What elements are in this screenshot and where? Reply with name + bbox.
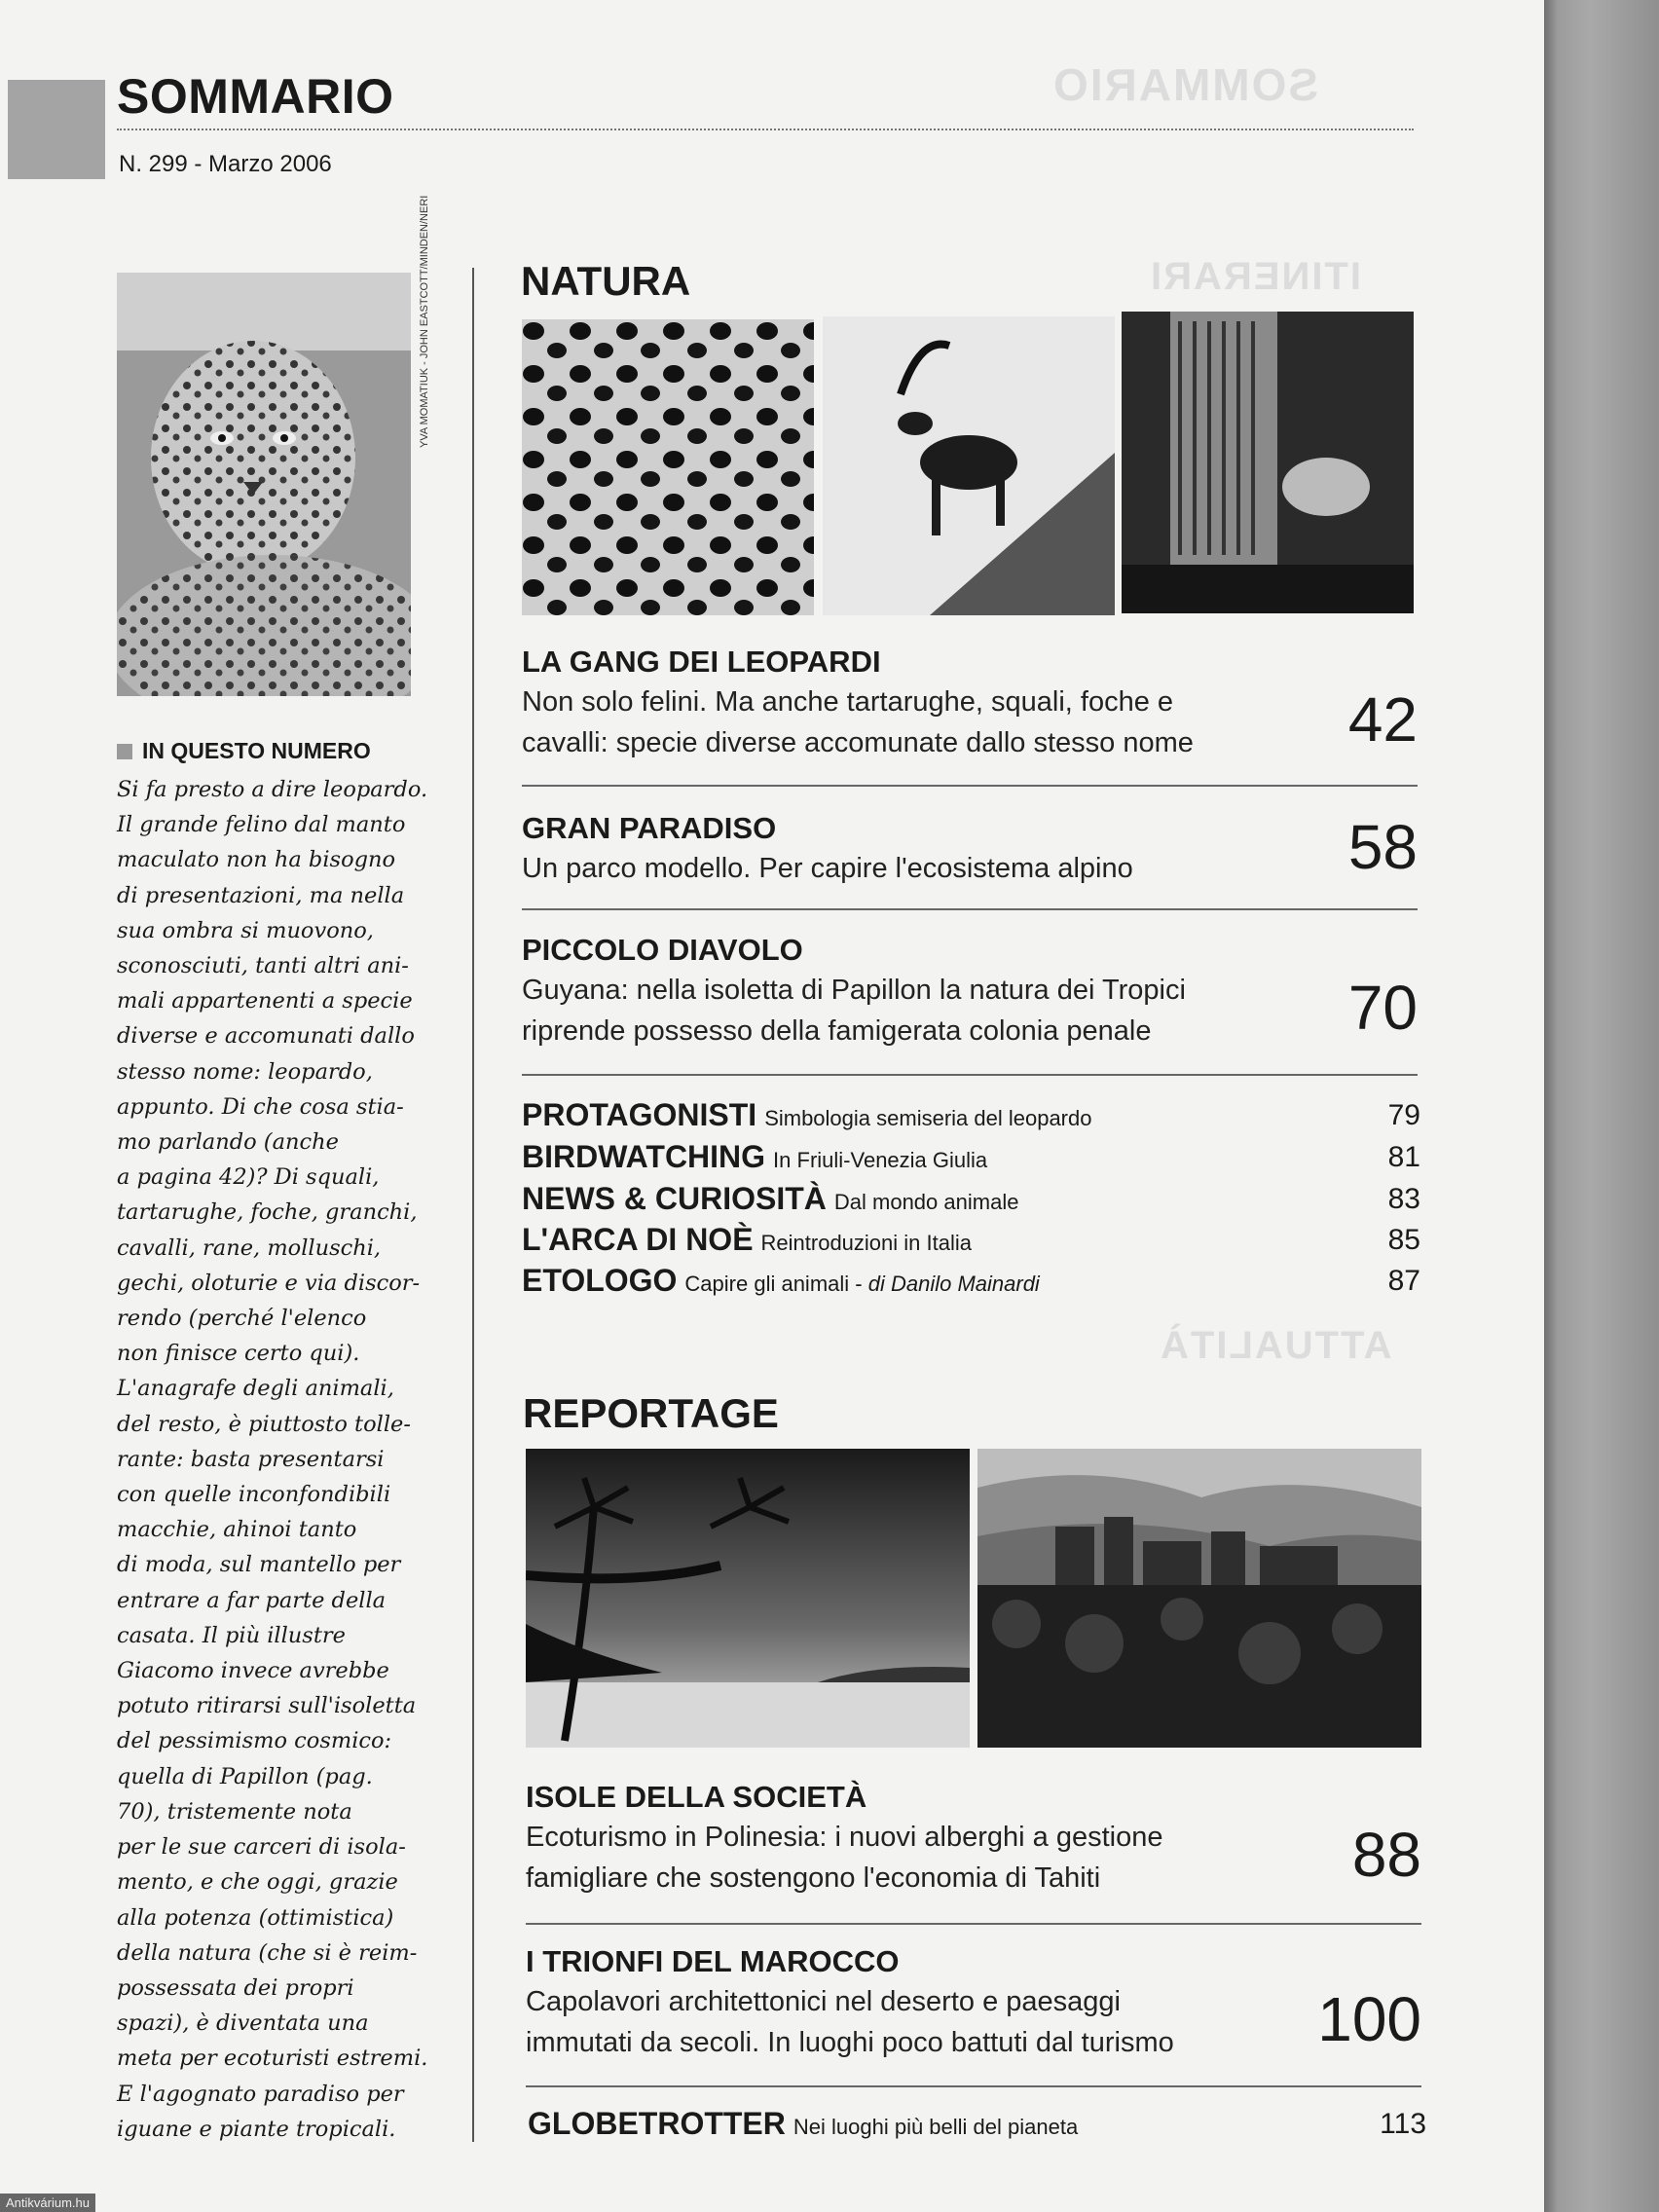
- editorial-line: del pessimismo cosmico:: [117, 1728, 392, 1754]
- feature-title: LA GANG DEI LEOPARDI: [522, 645, 881, 679]
- feature-page-number: 100: [1317, 1984, 1421, 2054]
- watermark: Antikvárium.hu: [0, 2194, 95, 2212]
- editorial-line: L'anagrafe degli animali,: [117, 1376, 394, 1402]
- header-grey-block: [8, 80, 105, 179]
- editorial-line: quella di Papillon (pag.: [117, 1763, 373, 1789]
- feature-title: ISOLE DELLA SOCIETÀ: [526, 1780, 867, 1814]
- column-entry[interactable]: PROTAGONISTI Simbologia semiseria del leopardo 79: [522, 1097, 1420, 1132]
- leopard-fur-photo: [522, 319, 814, 615]
- editorial-line: appunto. Di che cosa stia-: [117, 1093, 404, 1120]
- entry-divider: [522, 908, 1418, 910]
- sidebar-heading-label: IN QUESTO NUMERO: [142, 738, 371, 763]
- feature-desc: Guyana: nella isoletta di Papillon la natura dei Tropici riprende possesso della famigerata colonia penale: [522, 975, 1186, 1047]
- leopard-photo: [117, 273, 411, 696]
- column-entry[interactable]: ETOLOGO Capire gli animali - di Danilo Mainardi 87: [522, 1263, 1420, 1298]
- editorial-line: alla potenza (ottimistica): [117, 1904, 394, 1931]
- editorial-line: a pagina 42)? Di squali,: [117, 1164, 380, 1191]
- feature-page-number: 58: [1347, 812, 1418, 882]
- editorial-line: Giacomo invece avrebbe: [117, 1658, 389, 1684]
- editorial-line: meta per ecoturisti estremi.: [117, 2046, 428, 2072]
- in-questo-numero-heading: [117, 738, 371, 764]
- header-rule: [117, 129, 1414, 130]
- editorial-line: mento, e che oggi, grazie: [117, 1869, 398, 1896]
- editorial-line: sconosciuti, tanti altri ani-: [117, 953, 409, 979]
- editorial-line: non finisce certo qui).: [117, 1341, 360, 1367]
- column-entry[interactable]: BIRDWATCHING In Friuli-Venezia Giulia 81: [522, 1139, 1420, 1174]
- feature-desc: Non solo felini. Ma anche tartarughe, squali, foche e cavalli: specie diverse accomunate dallo stesso nome: [522, 686, 1194, 758]
- editorial-line: tartarughe, foche, granchi,: [117, 1199, 418, 1226]
- editorial-text: [117, 772, 428, 2147]
- feature-desc: Capolavori architettonici nel deserto e paesaggi immutati da secoli. In luoghi poco battuti dal turismo: [526, 1986, 1174, 2058]
- editorial-line: diverse e accomunati dallo: [117, 1023, 415, 1050]
- feature-title: I TRIONFI DEL MAROCCO: [526, 1944, 900, 1978]
- editorial-line: possessata dei propri: [117, 1974, 354, 2001]
- entry-divider: [526, 2085, 1421, 2087]
- issue-info: N. 299 - Marzo 2006: [119, 151, 332, 177]
- editorial-line: spazi), è diventata una: [117, 2010, 369, 2037]
- editorial-line: entrare a far parte della: [117, 1587, 387, 1613]
- section-natura-heading: NATURA: [521, 258, 691, 304]
- ghost-text-itinerari: ITINERARI: [1149, 255, 1361, 298]
- feature-title: PICCOLO DIAVOLO: [522, 933, 803, 967]
- feature-entry[interactable]: [522, 933, 1418, 1051]
- editorial-line: Si fa presto a dire leopardo.: [117, 777, 428, 802]
- prison-iguana-photo: [1122, 312, 1414, 613]
- feature-entry[interactable]: [526, 1944, 1421, 2063]
- editorial-line: E l'agognato paradiso per: [117, 2081, 404, 2107]
- editorial-line: macchie, ahinoi tanto: [117, 1517, 357, 1543]
- morocco-kasbah-photo: [977, 1449, 1421, 1748]
- feature-desc: Un parco modello. Per capire l'ecosistema alpino: [522, 853, 1133, 884]
- column-entry[interactable]: NEWS & CURIOSITÀ Dal mondo animale 83: [522, 1181, 1420, 1216]
- editorial-line: potuto ritirarsi sull'isoletta: [117, 1693, 417, 1719]
- page-title: SOMMARIO: [117, 69, 394, 124]
- editorial-line: del resto, è piuttosto tolle-: [117, 1411, 411, 1437]
- editorial-line: mo parlando (anche: [117, 1129, 339, 1156]
- editorial-line: con quelle inconfondibili: [117, 1482, 391, 1508]
- entry-divider: [522, 785, 1418, 787]
- feature-entry[interactable]: [522, 811, 1418, 889]
- editorial-line: sua ombra si muovono,: [117, 917, 374, 943]
- editorial-line: della natura (che si è reim-: [117, 1939, 418, 1966]
- ghost-text-attualita: ATTUALITÀ: [1159, 1324, 1392, 1367]
- section-reportage-heading: REPORTAGE: [523, 1390, 779, 1436]
- editorial-line: iguane e piante tropicali.: [117, 2116, 396, 2142]
- editorial-line: Il grande felino dal manto: [117, 812, 406, 838]
- editorial-line: casata. Il più illustre: [117, 1622, 346, 1648]
- editorial-line: stesso nome: leopardo,: [117, 1058, 373, 1085]
- polynesia-beach-photo: [526, 1449, 970, 1748]
- feature-desc: Ecoturismo in Polinesia: i nuovi alberghi a gestione famigliare che sostengono l'economia di Tahiti: [526, 1822, 1163, 1894]
- editorial-line: rante: basta presentarsi: [117, 1446, 385, 1472]
- feature-page-number: 88: [1351, 1820, 1421, 1890]
- editorial-line: maculato non ha bisogno: [117, 847, 396, 873]
- feature-page-number: 42: [1347, 684, 1418, 755]
- feature-entry[interactable]: [522, 645, 1418, 763]
- editorial-line: per le sue carceri di isola-: [117, 1834, 406, 1861]
- entry-divider: [526, 1923, 1421, 1925]
- editorial-line: mali appartenenti a specie: [117, 988, 413, 1014]
- photo-credit: YVA MOMATIUK - JOHN EASTCOTT/MINDEN/NERI: [419, 195, 430, 448]
- page-edge: [1544, 0, 1659, 2212]
- ghost-text-sommario: SOMMARIO: [1051, 59, 1319, 110]
- editorial-line: di presentazioni, ma nella: [117, 882, 405, 908]
- feature-title: GRAN PARADISO: [522, 811, 777, 845]
- editorial-line: gechi, oloturie e via discor-: [117, 1270, 421, 1296]
- column-entry[interactable]: GLOBETROTTER Nei luoghi più belli del pianeta 113: [528, 2106, 1426, 2141]
- entry-divider: [522, 1074, 1418, 1076]
- column-divider: [472, 268, 474, 2142]
- ibex-photo: [823, 316, 1115, 615]
- editorial-line: cavalli, rane, molluschi,: [117, 1235, 382, 1261]
- bullet-square-icon: [117, 744, 132, 759]
- editorial-line: di moda, sul mantello per: [117, 1552, 401, 1578]
- feature-page-number: 70: [1347, 973, 1418, 1043]
- feature-entry[interactable]: [526, 1780, 1421, 1899]
- column-entry[interactable]: L'ARCA DI NOÈ Reintroduzioni in Italia 85: [522, 1222, 1420, 1257]
- editorial-line: 70), tristemente nota: [117, 1798, 352, 1825]
- editorial-line: rendo (perché l'elenco: [117, 1306, 367, 1332]
